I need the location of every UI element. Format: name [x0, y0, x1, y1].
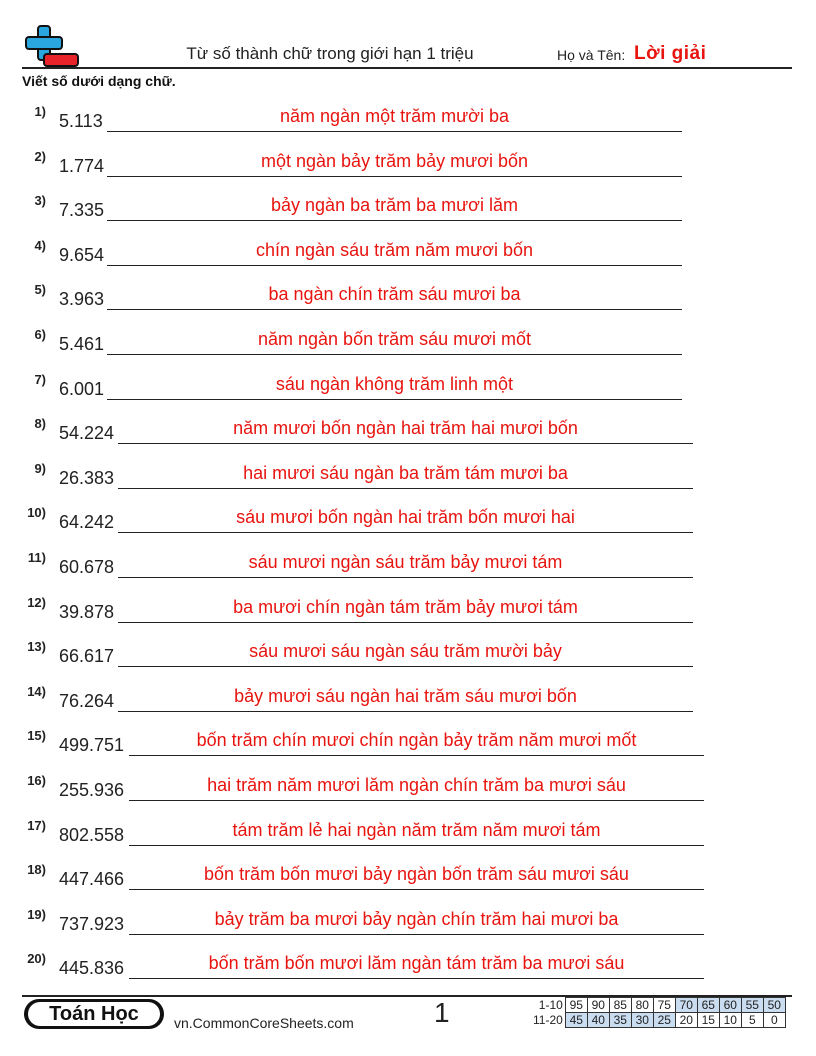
problem-number-value: 737.923 — [59, 913, 125, 934]
problem-item — [0, 728, 816, 768]
score-cell: 95 — [565, 998, 587, 1013]
answer-line — [107, 399, 682, 400]
problem-number-value: 3.963 — [59, 289, 105, 310]
problem-number: 3) — [34, 193, 46, 209]
problem-number-value: 1.774 — [59, 155, 105, 176]
problem-item — [0, 104, 816, 144]
problem-number-value: 66.617 — [59, 646, 115, 667]
answer-text: sáu mươi ngàn sáu trăm bảy mươi tám — [248, 552, 563, 572]
score-cell: 30 — [631, 1013, 653, 1028]
answer-text: bảy trăm ba mươi bảy ngàn chín trăm hai mươi ba — [214, 908, 619, 929]
header-divider — [22, 67, 792, 69]
score-row — [530, 998, 785, 1013]
problem-number: 16) — [27, 773, 46, 788]
answer-text: năm ngàn một trăm mười ba — [280, 106, 509, 126]
answer-line — [107, 176, 682, 177]
problem-number-value: 26.383 — [59, 467, 115, 488]
answer-text: chín ngàn sáu trăm năm mươi bốn — [256, 239, 533, 260]
problem-number-value: 255.936 — [59, 780, 125, 800]
problem-number-value: 9.654 — [59, 244, 105, 265]
answer-text: năm mươi bốn ngàn hai trăm hai mươi bốn — [233, 418, 578, 439]
problem-item — [0, 238, 816, 278]
problem-number-value: 54.224 — [59, 423, 115, 444]
score-cell: 65 — [697, 998, 719, 1013]
instructions: Viết số dưới dạng chữ. — [22, 73, 176, 89]
answer-line — [118, 488, 693, 489]
problem-number: 8) — [34, 416, 46, 432]
problem-number-value: 445.836 — [59, 958, 125, 979]
score-cell: 60 — [719, 998, 741, 1013]
answer-line — [107, 265, 682, 266]
score-cell: 15 — [697, 1013, 719, 1028]
page-number: 1 — [434, 997, 450, 1028]
answer-text: bốn trăm bốn mươi bảy ngàn bốn trăm sáu mươi sáu — [204, 864, 629, 885]
problem-item — [0, 907, 816, 947]
problem-number: 14) — [27, 683, 46, 699]
problem-number-value: 7.335 — [59, 200, 105, 221]
problem-number: 7) — [34, 371, 46, 387]
name-value: Lời giải — [634, 43, 707, 64]
score-cell: 45 — [565, 1013, 587, 1028]
answer-text: hai mươi sáu ngàn ba trăm tám mươi ba — [243, 462, 568, 483]
problem-number: 4) — [34, 237, 46, 253]
problem-number: 13) — [27, 639, 46, 655]
answer-line — [118, 666, 693, 667]
score-cell: 80 — [631, 998, 653, 1013]
score-cell: 75 — [653, 998, 675, 1013]
problem-item — [0, 193, 816, 233]
problem-number: 10) — [27, 505, 46, 521]
problem-item — [0, 372, 816, 412]
problem-number-value: 499.751 — [59, 735, 125, 756]
answer-line — [129, 845, 704, 846]
problem-item — [0, 550, 816, 590]
problem-number-value: 5.113 — [59, 111, 103, 131]
answer-line — [118, 532, 693, 533]
score-cell: 85 — [609, 998, 631, 1013]
answer-line — [118, 577, 693, 578]
problem-item — [0, 862, 816, 902]
problem-item — [0, 461, 816, 501]
problem-item — [0, 327, 816, 367]
answer-text: tám trăm lẻ hai ngàn năm trăm năm mươi tám — [232, 819, 601, 840]
answer-text: một ngàn bảy trăm bảy mươi bốn — [261, 150, 528, 171]
answer-line — [129, 978, 704, 979]
answer-line — [129, 934, 704, 935]
problem-number: 20) — [27, 951, 46, 967]
score-row-label: 11-20 — [533, 1013, 563, 1027]
problem-number: 19) — [27, 906, 46, 922]
answer-text: sáu ngàn không trăm linh một — [275, 373, 514, 394]
answer-text: bốn trăm bốn mươi lăm ngàn tám trăm ba mươi sáu — [208, 953, 625, 974]
problem-item — [0, 818, 816, 858]
problem-item — [0, 416, 816, 456]
problem-item — [0, 282, 816, 322]
name-label: Họ và Tên: — [557, 47, 626, 63]
answer-line — [107, 131, 682, 132]
score-cell: 0 — [763, 1013, 785, 1028]
score-cell: 35 — [609, 1013, 631, 1028]
problem-number: 17) — [27, 817, 46, 833]
site-url: vn.CommonCoreSheets.com — [174, 1015, 354, 1031]
answer-text: bảy mươi sáu ngàn hai trăm sáu mươi bốn — [234, 685, 577, 706]
answer-line — [118, 711, 693, 712]
problem-number-value: 6.001 — [59, 378, 105, 399]
problem-number: 5) — [34, 282, 46, 298]
problem-number: 9) — [34, 460, 46, 476]
answer-text: bốn trăm chín mươi chín ngàn bảy trăm năm mươi mốt — [196, 730, 637, 751]
problem-number: 15) — [27, 728, 46, 744]
brand-label: Toán Học — [28, 1002, 160, 1026]
problem-number: 6) — [34, 327, 46, 342]
problem-number-value: 802.558 — [59, 824, 125, 845]
answer-line — [129, 889, 704, 890]
problem-number-value: 76.264 — [59, 690, 115, 711]
problem-number: 12) — [27, 594, 46, 610]
problem-number-value: 447.466 — [59, 869, 125, 890]
score-cell: 55 — [741, 998, 763, 1013]
answer-line — [118, 443, 693, 444]
score-table — [530, 997, 786, 1028]
problem-number-value: 60.678 — [59, 557, 115, 577]
problem-number: 1) — [34, 104, 46, 119]
problem-item — [0, 639, 816, 679]
answer-line — [118, 622, 693, 623]
score-cell: 50 — [763, 998, 785, 1013]
problem-item — [0, 684, 816, 724]
score-row-label: 1-10 — [538, 998, 563, 1012]
problem-number: 18) — [27, 862, 46, 878]
answer-text: ba mươi chín ngàn tám trăm bảy mươi tám — [233, 596, 578, 617]
problem-item — [0, 951, 816, 991]
problem-number: 2) — [34, 148, 46, 164]
worksheet-title: Từ số thành chữ trong giới hạn 1 triệu — [186, 44, 474, 63]
problem-item — [0, 505, 816, 545]
score-cell: 20 — [675, 1013, 697, 1028]
answer-text: năm ngàn bốn trăm sáu mươi mốt — [258, 329, 531, 349]
problem-number-value: 64.242 — [59, 512, 115, 533]
problem-item — [0, 149, 816, 189]
score-cell: 70 — [675, 998, 697, 1013]
problem-number: 11) — [27, 550, 46, 565]
answer-text: hai trăm năm mươi lăm ngàn chín trăm ba mươi sáu — [207, 775, 626, 795]
answer-line — [107, 220, 682, 221]
answer-line — [107, 354, 682, 355]
answer-text: sáu mươi sáu ngàn sáu trăm mười bảy — [249, 641, 562, 662]
answer-line — [129, 800, 704, 801]
score-row — [530, 1013, 785, 1028]
problem-item — [0, 595, 816, 635]
answer-line — [107, 309, 682, 310]
problem-number-value: 39.878 — [59, 601, 115, 622]
score-cell: 5 — [741, 1013, 763, 1028]
brand-badge — [24, 999, 164, 1029]
score-cell: 25 — [653, 1013, 675, 1028]
score-cell: 10 — [719, 1013, 741, 1028]
problem-number-value: 5.461 — [59, 334, 105, 354]
answer-line — [129, 755, 704, 756]
problem-item — [0, 773, 816, 813]
score-cell: 40 — [587, 1013, 609, 1028]
score-cell: 90 — [587, 998, 609, 1013]
answer-text: bảy ngàn ba trăm ba mươi lăm — [271, 195, 518, 216]
answer-text: ba ngàn chín trăm sáu mươi ba — [268, 284, 521, 305]
answer-text: sáu mươi bốn ngàn hai trăm bốn mươi hai — [236, 507, 575, 528]
